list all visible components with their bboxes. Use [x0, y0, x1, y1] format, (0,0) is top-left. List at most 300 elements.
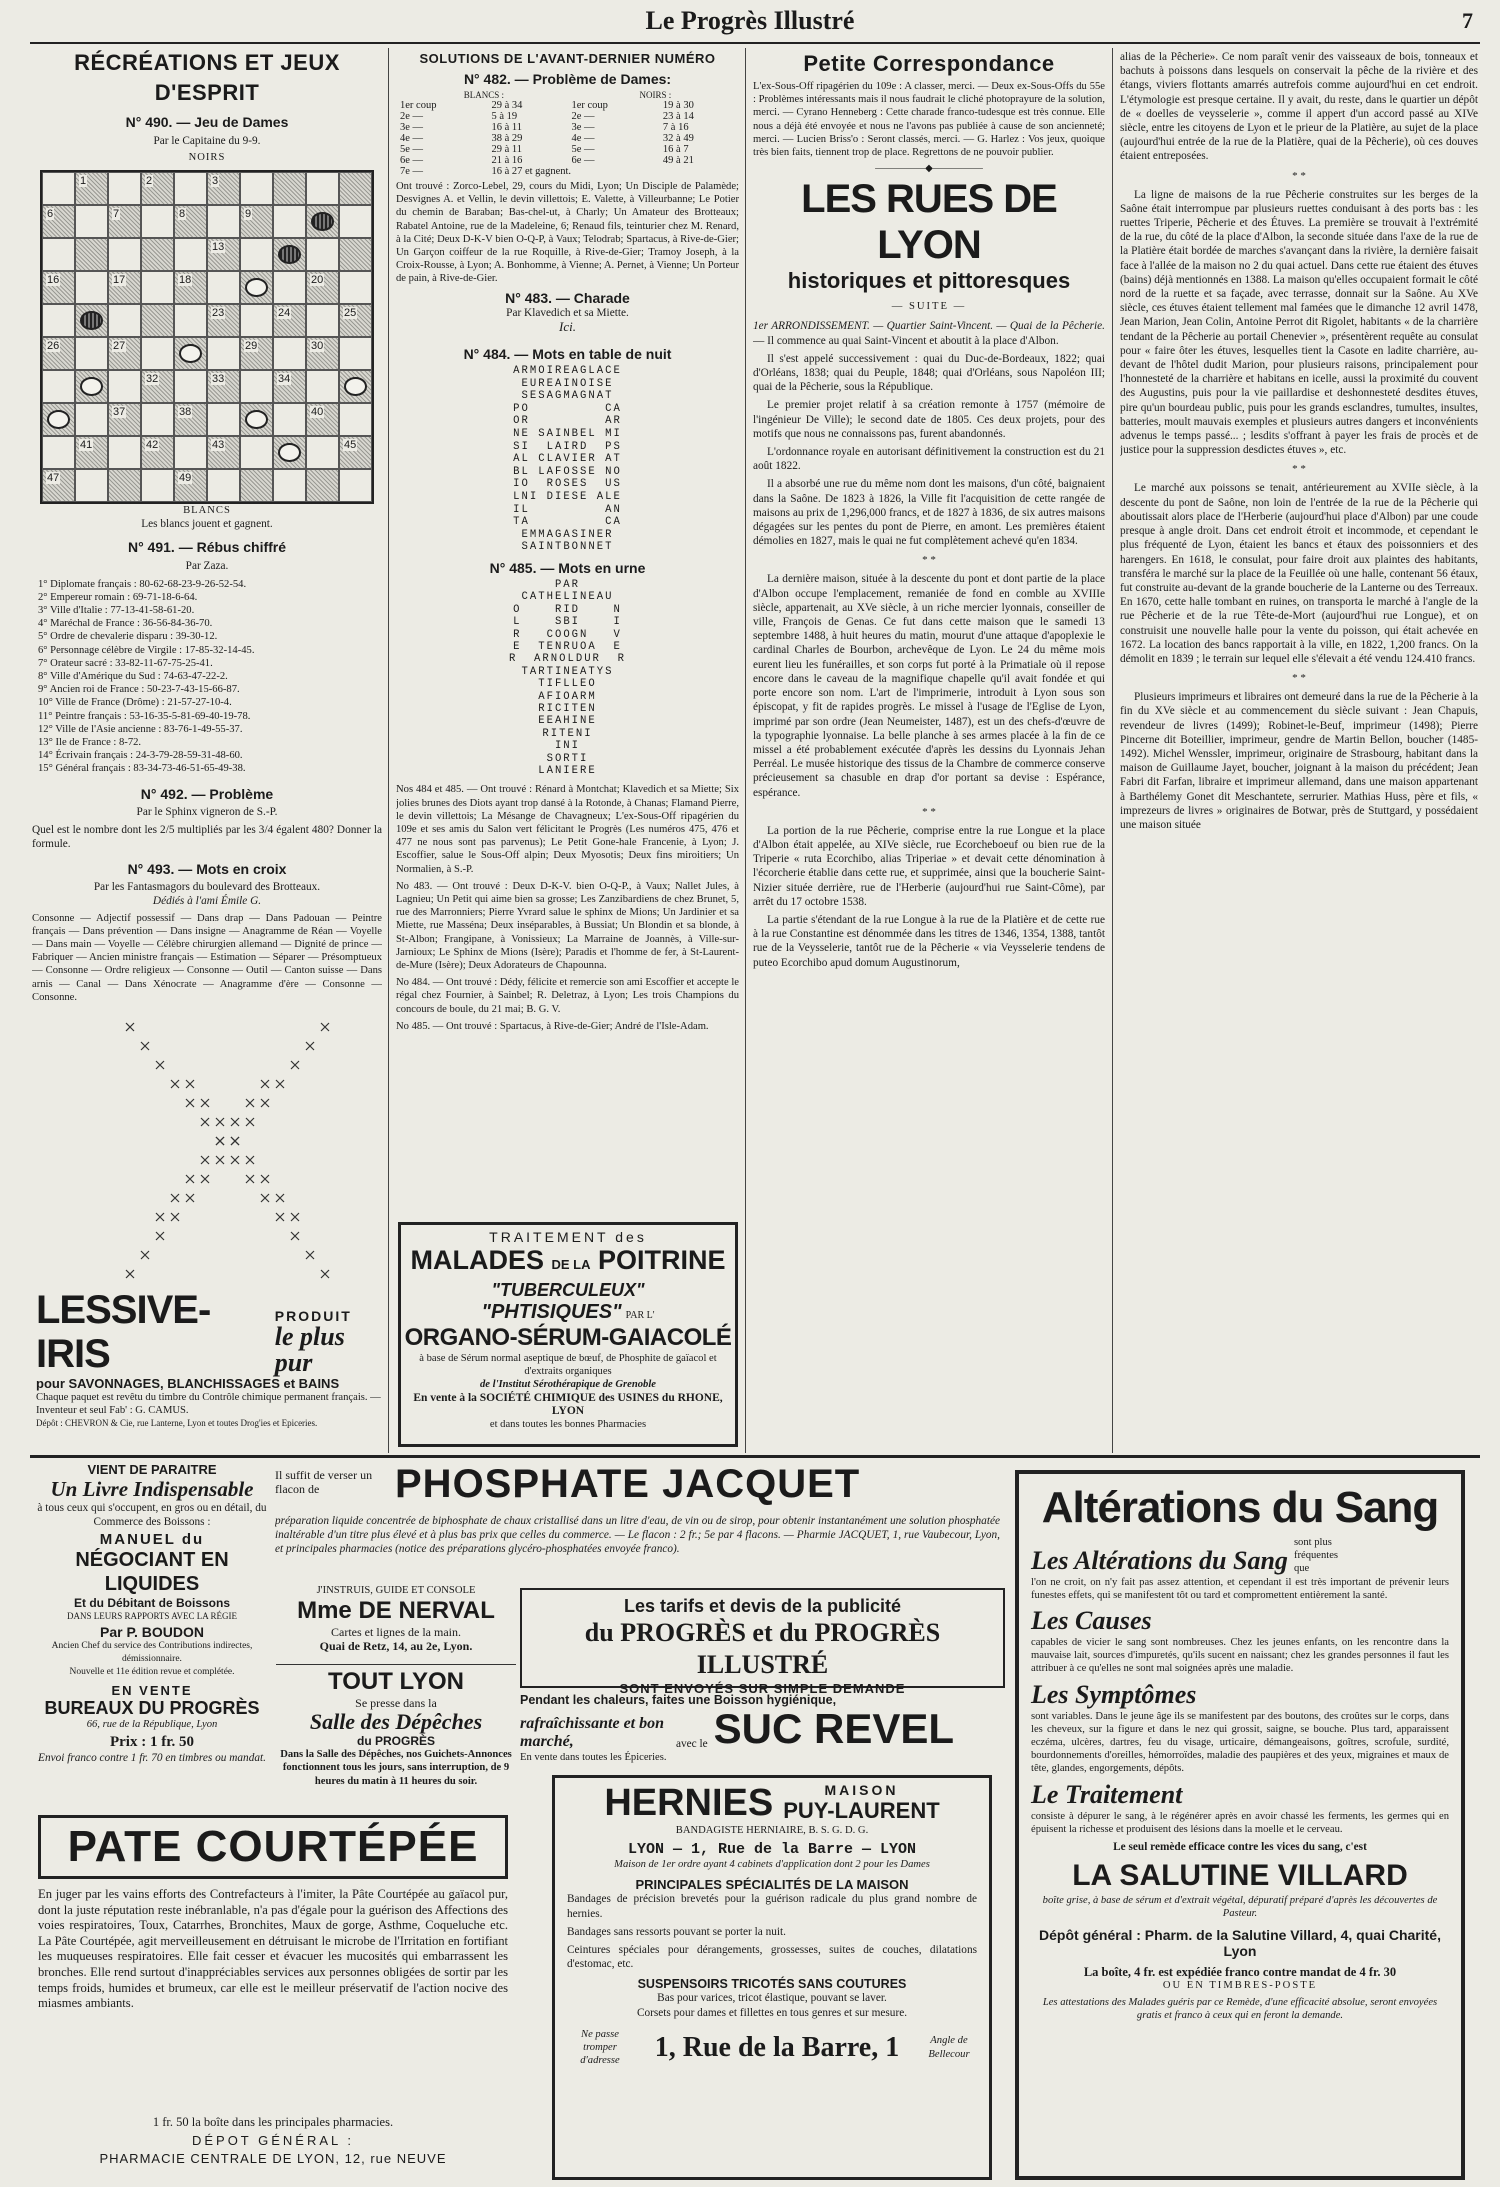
board-square [240, 469, 273, 502]
board-square: 40 [306, 403, 339, 436]
phosphate-title: PHOSPHATE JACQUET [395, 1462, 861, 1506]
nerval-l2: Mme DE NERVAL [297, 1597, 495, 1625]
manuel-negociant-ad [32, 1462, 272, 1802]
board-square [273, 205, 306, 238]
solutions-title: SOLUTIONS DE L'AVANT-DERNIER NUMÉRO [419, 51, 716, 66]
board-square [108, 304, 141, 337]
board-square: 33 [207, 370, 240, 403]
table-row [396, 133, 739, 144]
hernies-l15: 1, Rue de la Barre, 1 [654, 2031, 900, 2063]
traitement-l8: En vente à la SOCIÉTÉ CHIMIQUE des USINES du RHONE, LYON [413, 1391, 723, 1417]
board-square [141, 205, 174, 238]
solution-483-author: Par Klavedich et sa Miette. [506, 306, 629, 319]
cross-mark [141, 1042, 149, 1050]
board-square: 26 [42, 337, 75, 370]
blancs-label: BLANCS : [463, 90, 504, 100]
rues-subtitle: historiques et pittoresques [787, 268, 1071, 294]
tout-lyon-l5: Dans la Salle des Dépêches, nos Guichets-Annonces fonctionnent tous les jours, sans interruption, de 9 heures du matin à 11 heures du soir. [280, 1749, 512, 1787]
checkerboard [40, 170, 374, 504]
pate-depot2: PHARMACIE CENTRALE DE LYON, 12, rue NEUVE [99, 2151, 447, 2166]
board-square [141, 271, 174, 304]
board-square [75, 469, 108, 502]
board-square: 45 [339, 436, 372, 469]
tout-lyon-l2: Se presse dans la [355, 1696, 437, 1710]
manuel-l10: Nouvelle et 11e édition revue et complétée. [69, 1667, 235, 1678]
table-row [396, 144, 739, 155]
alter-t3: sont variables. Dans le jeune âge ils se manifestent par des boutons, des croûtes sur le corps, dans les cheveux, sur la figure et dans le nez qui grossit, saigne, se bouche. Plus tard, apparaissent eczéma, ulcères, dartres, feu du visage, urticaire, démangeaisons, goîtres, scrofule, surdité, bourdonnements d'oreilles, hémorroïdes, maladie des paupières et des yeux, migraines et maux de tête, glandes, engorgements, dépôts. [1031, 1710, 1449, 1775]
move-cell: 16 à 7 [662, 144, 689, 155]
cross-mark [261, 1099, 269, 1107]
alter-h3: Les Symptômes [1031, 1679, 1197, 1709]
board-square [306, 172, 339, 205]
cross-mark [291, 1061, 299, 1069]
board-square: 32 [141, 370, 174, 403]
hernies-l11: SUSPENSOIRS TRICOTÉS SANS COUTURES [637, 1977, 907, 1992]
cross-mark [231, 1118, 239, 1126]
board-square [75, 205, 108, 238]
found-483: No 483. — Ont trouvé : Deux D-K-V. bien O-Q-P., à Vaux; Nallet Jules, à Lagnieu; Un Petit qui aime bien sa grosse; Les Zanzibardiens de chez Brunet, 5, rue des Marronniers; Pierre Yvrard salue le sphinx de Mions; Un Jardinier et sa Miette, rue Masséna; Deux inséparables, à Bussiat; Un Blondin et sa blonde, à St-Albon; Frangipane, à Vonissieux; La Marraine de Joannès, à Ville-sur-Jarnioux; Le Sphinx de Mions (Isère); Paradis et l'homme de fer, à St-Laurent-de-Mure (Isère); Deux Adorateurs de Chapounna. [396, 880, 739, 972]
board-square [273, 337, 306, 370]
rebus-line: 10° Ville de France (Drôme) : 21-57-27-10-4. [38, 697, 232, 709]
board-square [141, 403, 174, 436]
board-square: 20 [306, 271, 339, 304]
alter-depot: Dépôt général : Pharm. de la Salutine Villard, 4, quai Charité, Lyon [1039, 1926, 1441, 1959]
board-square [42, 436, 75, 469]
manuel-l7: DANS LEURS RAPPORTS AVEC LA RÉGIE [66, 1611, 238, 1622]
alter-price: La boîte, 4 fr. est expédiée franco contre mandat de 4 fr. 30 [1083, 1964, 1397, 1979]
cross-mark [276, 1080, 284, 1088]
rues-paragraph: alias de la Pêcherie». Ce nom paraît venir des vaisseaux de bois, tonneaux et bachuts à poissons dans lesquels on conservait la pêche de la rivière et des étangs, viviers flottants amarrés autrefois comme aujourd'hui en cet endroit. L'étymologie est presque certaine. Il y avait, du reste, dans le quartier un dépôt de « doelles de veysselerie », comme il appert d'un accord passé au XIVe siècle, entre les citoyens de Lyon et le prieur de la Platière, au sujet de la place (aujourd'hui entrée de la rue de la Platière, quai de la Pêcherie), où ces douves étaient entreposées. [1120, 51, 1478, 163]
suc-l1: Pendant les chaleurs, faites une Boisson hygiénique, [520, 1693, 837, 1707]
cross-mark [201, 1175, 209, 1183]
cross-mark [246, 1156, 254, 1164]
cross-mark [126, 1270, 134, 1278]
pate-price: 1 fr. 50 la boîte dans les principales pharmacies. [152, 2115, 394, 2129]
solution-483-title: N° 483. — Charade [505, 289, 630, 306]
hernies-l10: Ceintures spéciales pour dérangements, grossesses, suites de couches, dilatations d'estomac, etc. [567, 1944, 977, 1971]
problem-493-text: Consonne — Adjectif possessif — Dans drap — Dans Padouan — Peintre français — Dans prévention — Dans insigne — Anagramme de Réan — Voyelle — Dans main — Voyelle — Célèbre chirurgien allemand — Dignité de prince — Fabriquer — Ancien ministre français — Estimation — Séparer — Présomptueux — Consonne — Ordre religieux — Consonne — Outil — Canton suisse — Dans arnis — Canal — Dans Xénocrate — Anagramme d'ère — Consonne — Consonne. [32, 912, 382, 1003]
hernies-l16: Angle de Bellecour [928, 2035, 970, 2060]
divider-diamond: —————◆————— [875, 163, 983, 175]
tout-lyon-ad [276, 1668, 516, 1808]
suc-l4: SUC REVEL [713, 1705, 955, 1752]
rebus-line: 2° Empereur romain : 69-71-18-6-64. [38, 591, 198, 603]
hernies-l6: Maison de 1er ordre ayant 4 cabinets d'application dont 2 pour les Dames [614, 1859, 930, 1871]
newspaper-title: Le Progrès Illustré [645, 6, 855, 35]
rebus-line: 4° Maréchal de France : 36-56-84-36-70. [38, 618, 213, 630]
problem-491-title: N° 491. — Rébus chiffré [127, 539, 287, 556]
solution-485-grid: PAR CATHELINEAU O RID N L SBI I R COOGN V E TENRUOA E R ARNOLDUR R TARTINEATYS TIFLLEO AFIOARM RICITEN EEAHINE RITENI INI SORTI LANIERE [508, 578, 626, 778]
hernies-l1: HERNIES [604, 1782, 774, 1824]
traitement-l3: "TUBERCULEUX" [491, 1280, 645, 1300]
board-square [207, 337, 240, 370]
cross-mark [261, 1194, 269, 1202]
page-number: 7 [1462, 8, 1473, 33]
tarifs-l1: Les tarifs et devis de la publicité [623, 1596, 902, 1616]
hernies-l8: Bandages de précision brevetés pour la guérison radicale du plus grand nombre de hernies. [567, 1893, 977, 1920]
solution-483-answer: Ici. [559, 318, 576, 334]
hernies-l3: PUY-LAURENT [783, 1798, 940, 1823]
board-square [75, 370, 108, 403]
phosphate-text: préparation liquide concentrée de biphosphate de chaux cristallisé dans un litre d'eau, de vin ou de sirop, pour obtenir instantanément une solution phosphatée inaltérable d'un titre plus élevé et à plus bas prix que celles du commerce. — Le flacon : 2 fr.; 5e par 4 flacons. — Pharmie JACQUET, 1, rue Vaubecour, Lyon, et principales pharmacies (notice des préparations glycéro-phosphatées envoyée franco). [275, 1515, 1000, 1556]
solutions-column [396, 50, 739, 1220]
correspondence-text: L'ex-Sous-Off ripagérien du 109e : A classer, merci. — Deux ex-Sous-Offs du 55e : Problèmes intéressants mais il nous faudrait le cliché photoprayure de la solution, merci. — Cyrano Henneberg : Cette charade franco-tudesque est très connue. Elle nous a déjà été envoyée et nous ne l'avons pas publiée à cause de son ancienneté; merci. — Lucien Briss'o : Seront classés, merci. — G. Harlez : Vos jeux, quoique très bien faits, tiennent trop de place. Regrettons de ne pouvoir publier. [753, 81, 1105, 159]
tarifs-l3: SONT ENVOYÉS SUR SIMPLE DEMANDE [619, 1681, 906, 1696]
board-square [141, 469, 174, 502]
board-square: 9 [240, 205, 273, 238]
move-cell: 6e — [400, 155, 424, 166]
board-square [306, 205, 339, 238]
hernies-header [555, 1782, 989, 1824]
board-square [141, 304, 174, 337]
manuel-l3: à tous ceux qui s'occupent, en gros ou en détail, du Commerce des Boissons : [37, 1502, 267, 1529]
solution-482-title: N° 482. — Problème de Dames: [463, 71, 672, 87]
board-square: 37 [108, 403, 141, 436]
board-square [273, 172, 306, 205]
cross-mark [276, 1194, 284, 1202]
rebus-line: 9° Ancien roi de France : 50-23-7-43-15-66-87. [38, 684, 240, 696]
phosphate-left: Il suffit de verser un flacon de [275, 1468, 373, 1497]
header-rule [30, 42, 1480, 44]
alter-t2: capables de vicier le sang sont nombreuses. Chez les jeunes enfants, on les rencontre dans la mauvaise lait, sources d'impuretés, qu'ils sucent en naissant; chez les grandes personnes il faut les attribuer à ce qu'elles ne sont mal soignées après une maladie. [1031, 1637, 1449, 1675]
move-cell: 3e — [400, 122, 424, 133]
board-square: 29 [240, 337, 273, 370]
rues-column-continued [1120, 50, 1478, 1450]
traitement-l4b: PAR L' [625, 1310, 655, 1321]
nerval-l1: J'INSTRUIS, GUIDE ET CONSOLE [316, 1585, 476, 1596]
board-square [339, 238, 372, 271]
board-square [174, 304, 207, 337]
problem-493-dedication: Dédiés à l'ami Émile G. [152, 895, 262, 908]
board-square [240, 271, 273, 304]
board-square [207, 403, 240, 436]
manuel-l4: MANUEL du [99, 1531, 205, 1549]
board-square [75, 271, 108, 304]
alter-body [1019, 1536, 1461, 2022]
board-square [75, 238, 108, 271]
board-square: 8 [174, 205, 207, 238]
problem-493-author: Par les Fantasmagors du boulevard des Brotteaux. [93, 881, 321, 894]
found-484-485: Nos 484 et 485. — Ont trouvé : Rénard à Montchat; Klavedich et sa Miette; Six jolies brunes des Diots ayant trop dansé à la Rotonde, à Chanas; Flamand Pierre, le devin villettois; La Mésange de Chavagneux; L'ex-Sous-Off ripagérien du 109e et ses amis du Salon vert félicitant le Progrès (Les numéros 475, 476 et 477 ne nous sont pas parvenus); Le Petit Gone-hale Francenie, à Lyon; J. Escoffier, salue le Sous-Off alpin; Deux Myosotis; Deux fins miroitiers; Un Normalien, à S.-P. [396, 784, 739, 875]
board-square [207, 271, 240, 304]
board-square [42, 304, 75, 337]
move-cell: 2e — [571, 111, 595, 122]
manuel-l5: NÉGOCIANT EN LIQUIDES [75, 1549, 229, 1596]
ads-separator [30, 1455, 1480, 1458]
board-bottom-label: BLANCS [183, 505, 231, 516]
cross-mark [186, 1175, 194, 1183]
cross-mark [186, 1099, 194, 1107]
table-row [396, 100, 739, 111]
rues-paragraph: La portion de la rue Pêcherie, comprise entre la rue Longue et la place d'Albon était appelée, au XIVe siècle, rue Ecorcheboeuf ou bien rue de la Triperie « ruta Ecorchibo, alias Triperiae » et devait cette dénomination à l'écorcherie établie dans cette rue, et supprimée, ainsi que la boucherie Saint-Nizier située derrière, rue de l'Herberie (aujourd'hui rue Saint-Côme), par arrêt du 17 octobre 1538. [753, 824, 1105, 908]
cross-mark [201, 1156, 209, 1164]
cross-mark [171, 1194, 179, 1202]
board-square: 38 [174, 403, 207, 436]
pate-title: PATE COURTÉPÉE [67, 1822, 479, 1871]
cross-mark [321, 1270, 329, 1278]
traitement-l2b: DE LA [551, 1257, 591, 1272]
traitement-l2 [401, 1245, 735, 1280]
board-square: 2 [141, 172, 174, 205]
cross-mark [216, 1118, 224, 1126]
manuel-l1: VIENT DE PARAITRE [87, 1462, 217, 1477]
rues-paragraph: Le premier projet relatif à sa création remonte à 1757 (mémoire de l'ingénieur De Ville); le second date de 1805. Ces deux projets, pour des motifs que nous ne connaissons pas, furent abandonnés. [753, 399, 1105, 440]
board-square: 34 [273, 370, 306, 403]
board-square: 27 [108, 337, 141, 370]
traitement-l5: ORGANO-SÉRUM-GAIACOLÉ [404, 1324, 732, 1351]
cross-mark [306, 1251, 314, 1259]
board-square [42, 172, 75, 205]
move-cell: 38 à 29 [491, 133, 523, 144]
lessive-brand: LESSIVE-IRIS [36, 1288, 211, 1376]
move-cell: 49 à 21 [662, 155, 694, 166]
rues-heading-rest: — Il commence au quai Saint-Vincent et aboutit à la place d'Albon. [753, 334, 1059, 347]
rues-paragraph: Plusieurs imprimeurs et libraires ont demeuré dans la rue de la Pêcherie à la fin du XVe siècle et au commencement du siècle suivant : Jean Chapuis, revendeur de livres (1499); Robinet-le-Beuf, imprimeur (1498); Pierre Pincerne dit Boteillier, imprimeur, gendre de Martin Bellon, boucher (1485-1492). Michel Wenssler, imprimeur, originaire de Strasbourg, habitant dans la maison de Guillaume Jayet, boucher, joignant à la maison du précédent; Jean Fabri dit Farfan, libraire et imprimeur allemand, dans une maison appartenant à Barthélemy Gonet dit Meschantete, serrurier. Mathias Huss, père et fils, « imprezeurs de livres » originaires de Botwar, près de Stuttgard, y possédaient une maison située [1120, 691, 1478, 831]
nerval-l4: Quai de Retz, 14, au 2e, Lyon. [319, 1639, 473, 1654]
rebus-line: 13° Ile de France : 8-72. [38, 737, 142, 749]
move-cell: 3e — [571, 122, 595, 133]
tarifs-publicite-ad [520, 1588, 1005, 1696]
board-square: 1 [75, 172, 108, 205]
board-square [240, 238, 273, 271]
cross-mark [261, 1175, 269, 1183]
board-square [273, 436, 306, 469]
rues-heading-main: 1er ARRONDISSEMENT. — Quartier Saint-Vincent. — Quai de la Pêcherie. [753, 320, 1105, 333]
tout-lyon-l4: du PROGRÈS [356, 1734, 435, 1749]
move-cell: 6e — [571, 155, 595, 166]
cross-mark [246, 1118, 254, 1126]
tout-lyon-l1: TOUT LYON [327, 1668, 465, 1695]
board-square [339, 205, 372, 238]
alter-brand: LA SALUTINE VILLARD [1072, 1859, 1408, 1893]
move-cell: 7 à 16 [662, 122, 689, 133]
cross-mark [171, 1080, 179, 1088]
traitement-l9: et dans toutes les bonnes Pharmacies [489, 1419, 647, 1431]
traitement-poitrine-ad [398, 1222, 738, 1447]
alter-t1: l'on ne croit, on n'y fait pas assez attention, et cependant il est très important de prévenir leurs funestes effets, qui se manifestent tôt ou tard et compromettent entièrement la santé. [1031, 1576, 1449, 1601]
traitement-l2a: MALADES [410, 1245, 544, 1275]
alter-h4: Le Traitement [1031, 1779, 1183, 1809]
traitement-l7: de l'Institut Sérothérapique de Grenoble [480, 1379, 656, 1391]
cross-mark [126, 1023, 134, 1031]
cross-mark [216, 1137, 224, 1145]
board-square [339, 337, 372, 370]
hernies-l2: MAISON [824, 1782, 899, 1798]
board-square [240, 172, 273, 205]
board-square [75, 403, 108, 436]
manuel-l14: Prix : 1 fr. 50 [109, 1734, 194, 1751]
phosphate-jacquet-ad [275, 1462, 1005, 1582]
manuel-l12: BUREAUX DU PROGRÈS [44, 1698, 260, 1719]
hernies-l5: LYON — 1, Rue de la Barre — LYON [627, 1841, 917, 1859]
move-cell: 5e — [400, 144, 424, 155]
board-square: 3 [207, 172, 240, 205]
board-square [174, 172, 207, 205]
white-piece [80, 377, 104, 397]
alter-footer: Les attestations des Malades guéris par ce Remède, d'une efficacité absolue, seront envoyées gratis et franco à ceux qui en feront la demande. [1042, 1997, 1438, 2022]
alter-row-1 [1031, 1536, 1449, 1576]
moves-headings [396, 90, 739, 100]
rebus-list [32, 578, 382, 776]
table-row [396, 111, 739, 122]
alterations-sang-ad [1015, 1470, 1465, 2180]
rues-paragraph: Il a absorbé une rue du même nom dont les maisons, d'un côté, baignaient dans la Saône. De 1823 à 1826, la Ville fit l'acquisition de cette rangée de maisons au prix de 1,296,000 francs, et de 1827 à 1836, de six autres maisons dégagées sur les pentes du pont de Pierre, en amont. Les premières étaient démolies en 1827, mais le quai ne fut complètement achevé qu'en 1834. [753, 478, 1105, 548]
board-square [240, 403, 273, 436]
suc-row [520, 1707, 1005, 1751]
board-square [306, 469, 339, 502]
board-square: 13 [207, 238, 240, 271]
moves-table [396, 100, 739, 177]
move-cell: 16 à 27 et gagnent. [491, 166, 572, 177]
problem-492-text: Quel est le nombre dont les 2/5 multipliés par les 3/4 égalent 480? Donner la formule. [32, 823, 382, 851]
correspondence-title: Petite Correspondance [803, 51, 1055, 76]
board-square [174, 337, 207, 370]
board-square [240, 370, 273, 403]
manuel-l6: Et du Débitant de Boissons [73, 1596, 230, 1611]
move-cell: 1er coup [571, 100, 608, 111]
cross-mark [186, 1080, 194, 1088]
traitement-l1: TRAITEMENT des [489, 1229, 647, 1245]
move-cell: 23 à 14 [662, 111, 694, 122]
board-square [174, 436, 207, 469]
hernies-l7: PRINCIPALES SPÉCIALITÉS DE LA MAISON [635, 1877, 909, 1893]
alter-t4: consiste à dépurer le sang, à le régénérer après en avoir chassé les ferments, les germes qui en épuisent la richesse et produisent des lésions dans la moelle et le cerveau. [1031, 1810, 1449, 1835]
rebus-line: 8° Ville d'Amérique du Sud : 74-63-47-22-2. [38, 671, 228, 683]
board-square: 16 [42, 271, 75, 304]
problem-490-title: N° 490. — Jeu de Dames [125, 114, 289, 130]
board-square: 42 [141, 436, 174, 469]
table-row [396, 155, 739, 166]
board-square: 41 [75, 436, 108, 469]
board-square [174, 370, 207, 403]
board-square: 25 [339, 304, 372, 337]
rebus-line: 3° Ville d'Italie : 77-13-41-58-61-20. [38, 605, 195, 617]
lessive-line3: Dépôt : CHEVRON & Cie, rue Lanterne, Lyon et toutes Drog'ies et Epiceries. [36, 1418, 318, 1429]
rebus-line: 15° Général français : 83-34-73-46-51-65-49-38. [38, 763, 246, 775]
board-square [108, 436, 141, 469]
rues-paragraph: La partie s'étendant de la rue Longue à la rue de la Platière et de cette rue à la rue Constantine est dénommée dans les titres de 1346, 1354, 1388, tantôt rue de la Veysselerie, tantôt rue de la Pêcherie « via Veysselerie tendens de puteo Ecorchibo apud domum Augustinorum, [753, 913, 1105, 969]
move-cell: 19 à 30 [662, 100, 694, 111]
board-square [306, 436, 339, 469]
board-square: 18 [174, 271, 207, 304]
hernies-l9: Bandages sans ressorts pouvant se porter la nuit. [567, 1925, 786, 1938]
rues-suite: — SUITE — [891, 301, 967, 313]
suc-l2: rafraîchissante et bon marché, [520, 1715, 665, 1750]
board-square: 17 [108, 271, 141, 304]
board-square: 6 [42, 205, 75, 238]
cross-mark [306, 1042, 314, 1050]
cross-marks [126, 1023, 329, 1278]
found-484: No 484. — Ont trouvé : Dédy, félicite et remercie son ami Escoffier et accepte le régal chez Fournier, à Sainbel; R. Deletraz, à Lyon; Les trois Champions du concours de boule, du 21 mai; B. G. V. [396, 977, 739, 1015]
board-square [108, 172, 141, 205]
move-cell: 29 à 11 [491, 144, 522, 155]
board-square [339, 469, 372, 502]
solution-484-grid: ARMOIREAGLACE EUREAINOISE SESAGMAGNAT PO CA OR AR NE SAINBEL MI SI LAIRD PS AL CLAVIER AT BL LAFOSSE NO IO ROSES US LNI DIESE ALE IL AN TA CA EMMAGASINER SAINTBONNET [513, 365, 622, 554]
hernies-l12: Bas pour varices, tricot élastique, pouvant se laver. [657, 1992, 887, 2005]
board-square [75, 304, 108, 337]
board-square [207, 469, 240, 502]
board-square [42, 403, 75, 436]
found-485: No 485. — Ont trouvé : Spartacus, à Rive-de-Gier; André de l'Isle-Adam. [396, 1020, 709, 1032]
lessive-line1: pour SAVONNAGES, BLANCHISSAGES et BAINS [36, 1376, 340, 1391]
board-square [306, 304, 339, 337]
black-piece [80, 311, 104, 331]
rues-title: LES RUES DE LYON [801, 177, 1057, 268]
move-cell: 32 à 49 [662, 133, 694, 144]
move-cell: 5 à 19 [491, 111, 518, 122]
section-asterisks: * * [1292, 169, 1306, 182]
manuel-l13: 66, rue de la République, Lyon [86, 1719, 218, 1731]
board-caption: Les blancs jouent et gagnent. [141, 518, 273, 531]
hernies-l13: Corsets pour dames et fillettes en tous genres et sur mesure. [636, 2006, 908, 2019]
lessive-produit: PRODUIT [274, 1308, 352, 1324]
cross-mark [276, 1213, 284, 1221]
hernies-footer [555, 2020, 989, 2068]
manuel-l9: Ancien Chef du service des Contributions indirectes, démissionnaire. [51, 1640, 253, 1664]
rebus-line: 6° Personnage célèbre de Virgile : 17-85-32-14-45. [38, 644, 255, 656]
board-square [273, 403, 306, 436]
problem-493-title: N° 493. — Mots en croix [127, 861, 287, 878]
suc-l3: avec le [676, 1737, 708, 1750]
rebus-line: 12° Ville de l'Asie ancienne : 83-76-1-49-55-37. [38, 723, 243, 735]
traitement-l4a: "PHTISIQUES" [481, 1301, 622, 1323]
section-asterisks: * * [922, 805, 936, 818]
alter-t6: boîte grise, à base de sérum et d'extrait végétal, dépuratif préparé d'après les découvertes de Pasteur. [1042, 1895, 1438, 1920]
solution-484-title: N° 484. — Mots en table de nuit [463, 346, 672, 363]
noirs-label: NOIRS : [639, 90, 672, 100]
lessive-le-plus-pur: le plus pur [274, 1322, 345, 1377]
board-square: 47 [42, 469, 75, 502]
move-cell: 4e — [400, 133, 424, 144]
traitement-l6: à base de Sérum normal aseptique de bœuf, de Phosphite de gaïacol et d'extraits organiques [419, 1353, 717, 1378]
alter-title: Altérations du Sang [1041, 1483, 1439, 1532]
hernies-l4: BANDAGISTE HERNIAIRE, B. S. G. D. G. [675, 1825, 869, 1836]
board-square [306, 238, 339, 271]
move-cell: 7e — [400, 166, 424, 177]
cross-mark [171, 1213, 179, 1221]
solution-482-found: Ont trouvé : Zorco-Lebel, 29, cours du Midi, Lyon; Un Disciple de Palamède; Desvignes A. et Vellin, le devin villettois; E. Valette, à Villeurbanne; Le Potier du chemin de Baraban; Bas-chel-ut, à Charly; Un Amateur des Brotteaux; Rabatel Antoine, rue de la Madeleine, 6; Renaud fils, teinturier chez M. Renard, à la Cité; Deux D-K-V bien O-Q-P, à Vaux; Telodrab; Spartacus, à Rive-de-Gier; Un Garçon coiffeur de la rue Roquille, à Rive-de-Gier; Tramoy Joseph, à la Croix-Rousse, à Lyon; A. Bonhomme, à Vienne; A. Pernet, à Vienne; Un Porteur de pain, à Rive-de-Gier. [396, 181, 739, 285]
board-square: 30 [306, 337, 339, 370]
pate-courtepee-ad [30, 1815, 545, 2180]
board-square [42, 238, 75, 271]
board-square: 24 [273, 304, 306, 337]
rebus-line: 1° Diplomate français : 80-62-68-23-9-26-52-54. [38, 578, 247, 590]
nerval-ad [276, 1584, 516, 1665]
board-square [273, 271, 306, 304]
rues-paragraph: La ligne de maisons de la rue Pêcherie construites sur les berges de la Saône était interrompue par plusieurs ruettes conduisant à des ports bas : les ruettes Triperie, Pêcherie et des Étuves. La première se trouvait à l'extrémité de la rue, du côté de la place d'Albon, la seconde située dans l'axe de la rue de la Platière était bordée de marches s'avançant dans la rivière, la dernière faisait face à l'allée de la maison no 2 du quai actuel. Dans cette rue étaient des étuves (bains) déjà mentionnés en 1388. La maison qu'elles occupaient formait le côté nord de la ruette et sa façade, avec terrasse, donnait sur la Saône. Au XVe siècle, ces étuves étaient tellement mal famées que le dimanche 12 avril 1478, Jean Marion, Jean Colin, Antoine Perrot dit Rigolet, habitants « de la charrière tendant de la Pêcherie au portail Chenevier », présentèrent requête au consulat pour « faire ôter les étuves, lesquelles tient la Casote en ladite charrière, au-devant de l'hôtel dudit Marion, pour plusieurs raisons, principalement pour l'honnesteté de la charrière et habitans en icelle, aussi la proximité du couvent des Augustins, puis pour la vie paillardise et deshonnesteté desdites étuves, pire qu'un bourdeau public, puis pour les grands esclandres, tumultes, insultes, batteries, moult mauvais exemples et plusieurs autres dangers et inconvénients advenus le temps passé... ; lesdits s'offrant à payer les frais de procès et de justice pour la suppression desdictes étuves », etc. [1120, 188, 1478, 457]
solution-485-title: N° 485. — Mots en urne [489, 559, 646, 576]
cross-mark [231, 1137, 239, 1145]
cross-mark [216, 1156, 224, 1164]
rues-heading [753, 319, 1105, 347]
manuel-l2: Un Livre Indispensable [50, 1477, 254, 1501]
correspondence-column [753, 50, 1105, 1450]
cross-mark [201, 1118, 209, 1126]
board-square [339, 271, 372, 304]
rues-paragraph: La dernière maison, située à la descente du pont et dont partie de la place d'Albon occupe l'emplacement, remaniée de fond en comble au XVIIIe siècle, appartenait, au XVe siècle, à un riche mercier lyonnais, conseiller de ville, François de Genas. Ce fut dans cette maison que le samedi 13 septembre 1488, à huit heures du matin, mourut d'une attaque d'apoplexie le cardinal Charles de Bourbon, archevêque de Lyon. Le 24 du même mois eurent lieu les funérailles, et son corps fut porté à la Primatiale où il repose encore dans le caveau de la magnifique chapelle qu'il avait fondée et qui porte encore son nom. L'art de l'imprimerie, introduit à Lyon sous son épiscopat, y fit de rapides progrès. Le missel à l'usage de l'Eglise de Lyon, imprimé par son ordre (Jean Neumeister, 1487), est un des chefs-d'œuvre de la typographie lyonnaise. La belle planche à ses armes placée à la fin de ce missel a été probablement exécutée d'après les dessins du Lyonnais Jehan Perréal. Le musée historique des tissus de la Chambre de commerce conserve précieusement sa chasuble en drap d'or portant sa devise : Espérance, espérance. [753, 573, 1105, 799]
alter-timbres: OU EN TIMBRES-POSTE [1162, 1979, 1318, 1991]
move-cell: 1er coup [400, 100, 437, 111]
traitement-l2c: POITRINE [598, 1245, 726, 1275]
board-square: 23 [207, 304, 240, 337]
board-square: 49 [174, 469, 207, 502]
problem-491-author: Par Zaza. [185, 560, 229, 573]
alter-h1: Les Altérations du Sang [1031, 1545, 1288, 1575]
rebus-line: 14° Écrivain français : 24-3-79-28-59-31-48-60. [38, 750, 243, 762]
manuel-l11: EN VENTE [111, 1683, 193, 1699]
board-square [75, 337, 108, 370]
board-square [273, 469, 306, 502]
